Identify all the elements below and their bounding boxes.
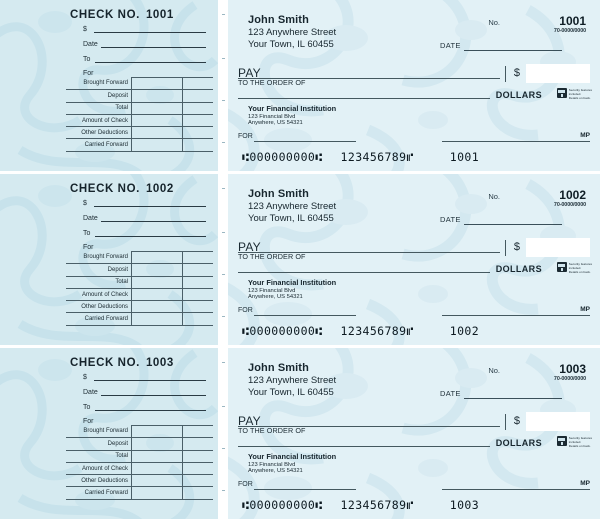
ledger-cents-cell[interactable]: [183, 114, 214, 126]
ledger-dollars-cell[interactable]: [132, 288, 183, 300]
security-badge-line3: Details on back.: [568, 270, 591, 275]
payer-block: [248, 14, 336, 50]
micr-account: 123456789: [340, 324, 407, 338]
table-row: [66, 487, 213, 499]
stub-to-line: [95, 236, 206, 237]
memo-input-line[interactable]: [254, 315, 356, 316]
lock-icon: [557, 88, 567, 98]
dollar-sign: $: [513, 241, 520, 253]
ledger-dollars-cell[interactable]: [132, 102, 183, 114]
dollar-sign: $: [513, 415, 520, 427]
ledger-dollars-cell[interactable]: [132, 127, 183, 139]
payer-name: John Smith: [248, 362, 309, 374]
ledger-cents-cell[interactable]: [183, 475, 214, 487]
bank-name: Your Financial Institution: [248, 452, 337, 461]
table-row: [66, 127, 213, 139]
ledger-label: Carried Forward: [66, 487, 132, 499]
stub-date-line: [101, 395, 206, 396]
micr-transit-close: ⑆: [315, 498, 323, 512]
security-badge-line2: included.: [568, 439, 582, 444]
micr-transit-open: ⑆: [242, 498, 250, 512]
security-features-badge: [557, 88, 592, 101]
ledger-label: Amount of Check: [66, 462, 132, 474]
ledger-dollars-cell[interactable]: [132, 139, 183, 151]
ledger-cents-cell[interactable]: [183, 487, 214, 499]
ledger-cents-cell[interactable]: [183, 264, 214, 276]
payer-address-line1: 123 Anywhere Street: [248, 375, 337, 386]
bank-address-line2: Anywhere, US 54321: [248, 294, 303, 300]
ledger-dollars-cell[interactable]: [132, 264, 183, 276]
table-row: [66, 438, 213, 450]
ledger-dollars-cell[interactable]: [132, 426, 183, 438]
ledger-cents-cell[interactable]: [183, 90, 214, 102]
pay-label: PAY: [238, 414, 261, 428]
to-the-order-of-label: TO THE ORDER OF: [238, 252, 306, 261]
check-unit: [0, 174, 600, 345]
ledger-dollars-cell[interactable]: [132, 450, 183, 462]
micr-check-number: 1003: [449, 498, 480, 512]
micr-transit-open: ⑆: [242, 150, 250, 164]
check-stub: [0, 348, 218, 519]
stub-title: CHECK NO. 1001: [70, 9, 174, 21]
payer-address-line1: 123 Anywhere Street: [248, 27, 337, 38]
fractional-routing-number: 70-0000/0000: [553, 28, 586, 34]
security-badge-line2: included.: [568, 91, 582, 96]
ledger-label: Total: [66, 450, 132, 462]
check-number: 1001: [559, 14, 586, 28]
stub-check-number: 1003: [145, 357, 174, 369]
stub-ledger-table: [66, 77, 213, 152]
micr-on-us: ⑈: [406, 498, 414, 512]
security-badge-line3: Details on back.: [568, 444, 591, 449]
memo-input-line[interactable]: [254, 489, 356, 490]
table-row: [66, 90, 213, 102]
pay-label: PAY: [238, 66, 261, 80]
lock-icon: [557, 436, 567, 446]
ledger-cents-cell[interactable]: [183, 462, 214, 474]
perforation-gutter: [218, 0, 228, 171]
security-badge-line3: Details on back.: [568, 96, 591, 101]
dollars-label: DOLLARS: [495, 438, 542, 448]
security-features-badge: [557, 262, 592, 275]
date-input-line[interactable]: [464, 224, 562, 225]
dollars-label: DOLLARS: [495, 264, 542, 274]
stub-to-line: [95, 62, 206, 63]
ledger-dollars-cell[interactable]: [132, 114, 183, 126]
bank-address-line2: Anywhere, US 54321: [248, 120, 303, 126]
ledger-dollars-cell[interactable]: [132, 301, 183, 313]
table-row: [66, 264, 213, 276]
stub-amount-label: $: [83, 26, 87, 33]
micr-line: [242, 324, 479, 338]
table-row: [66, 276, 213, 288]
date-label: DATE: [440, 41, 461, 50]
amount-numeric-box[interactable]: [526, 64, 590, 83]
ledger-label: Other Deductions: [66, 301, 132, 313]
ledger-label: Deposit: [66, 90, 132, 102]
ledger-label: Total: [66, 276, 132, 288]
stub-check-number: 1001: [145, 9, 174, 21]
micr-transit-open: ⑆: [242, 324, 250, 338]
ledger-cents-cell[interactable]: [183, 102, 214, 114]
dollar-sign: $: [513, 67, 520, 79]
perforation-gutter: [218, 348, 228, 519]
bank-name: Your Financial Institution: [248, 104, 337, 113]
date-label: DATE: [440, 215, 461, 224]
micr-on-us: ⑈: [406, 150, 414, 164]
amount-words-line[interactable]: [238, 98, 490, 99]
check-number: 1002: [559, 188, 586, 202]
stub-to-label: To: [83, 404, 91, 411]
table-row: [66, 313, 213, 325]
ledger-label: Amount of Check: [66, 288, 132, 300]
ledger-cents-cell[interactable]: [183, 127, 214, 139]
dollars-label: DOLLARS: [495, 90, 542, 100]
stub-to-line: [95, 410, 206, 411]
micr-transit-close: ⑆: [315, 324, 323, 338]
microprint-mark: MP: [580, 132, 590, 139]
stub-to-label: To: [83, 230, 91, 237]
bank-address-line1: 123 Financial Blvd: [248, 287, 296, 294]
micr-check-number: 1002: [449, 324, 480, 338]
payer-block: [248, 188, 336, 224]
lock-icon: [557, 262, 567, 272]
memo-label: FOR: [238, 481, 253, 488]
ledger-dollars-cell[interactable]: [132, 313, 183, 325]
stub-to-label: To: [83, 56, 91, 63]
amount-words-line[interactable]: [238, 446, 490, 447]
amount-words-line[interactable]: [238, 272, 490, 273]
memo-label: FOR: [238, 307, 253, 314]
stub-amount-label: $: [83, 200, 87, 207]
security-badge-line1: Security features: [568, 87, 592, 92]
micr-routing: 000000000: [249, 150, 316, 164]
check-face: [228, 174, 600, 345]
table-row: [66, 252, 213, 264]
table-row: [66, 102, 213, 114]
amount-numeric-box[interactable]: [526, 412, 590, 431]
check-face: [228, 348, 600, 519]
memo-input-line[interactable]: [254, 141, 356, 142]
security-features-badge: [557, 436, 592, 449]
payer-address-line2: Your Town, IL 60455: [248, 387, 334, 398]
stub-date-label: Date: [83, 215, 98, 222]
stub-date-label: Date: [83, 389, 98, 396]
stub-for-label: For: [83, 70, 94, 77]
pay-to-row: [228, 62, 600, 92]
amount-numeric-box[interactable]: [526, 238, 590, 257]
payer-address-line2: Your Town, IL 60455: [248, 39, 334, 50]
stub-for-label: For: [83, 244, 94, 251]
table-row: [66, 426, 213, 438]
check-unit: [0, 0, 600, 171]
ledger-label: Total: [66, 102, 132, 114]
ledger-dollars-cell[interactable]: [132, 78, 183, 90]
stub-title: CHECK NO. 1002: [70, 183, 174, 195]
microprint-mark: MP: [580, 306, 590, 313]
amount-divider: [505, 66, 506, 82]
pay-to-row: [228, 410, 600, 440]
stub-ledger-table: [66, 425, 213, 500]
check-stub: [0, 0, 218, 171]
fractional-routing-number: 70-0000/0000: [553, 202, 586, 208]
signature-line[interactable]: [442, 315, 590, 316]
ledger-cents-cell[interactable]: [183, 78, 214, 90]
pay-label: PAY: [238, 240, 261, 254]
stub-for-label: For: [83, 418, 94, 425]
perforation-gutter: [218, 174, 228, 345]
ledger-dollars-cell[interactable]: [132, 276, 183, 288]
check-number-label: No.: [488, 366, 500, 375]
check-number: 1003: [559, 362, 586, 376]
payer-address-line2: Your Town, IL 60455: [248, 213, 334, 224]
payer-name: John Smith: [248, 188, 309, 200]
stub-title: CHECK NO. 1003: [70, 357, 174, 369]
date-input-line[interactable]: [464, 398, 562, 399]
ledger-dollars-cell[interactable]: [132, 487, 183, 499]
check-number-label: No.: [488, 18, 500, 27]
payer-block: [248, 362, 336, 398]
ledger-cents-cell[interactable]: [183, 288, 214, 300]
date-label: DATE: [440, 389, 461, 398]
ledger-dollars-cell[interactable]: [132, 462, 183, 474]
check-number-label: No.: [488, 192, 500, 201]
table-row: [66, 475, 213, 487]
check-stub: [0, 174, 218, 345]
bank-name: Your Financial Institution: [248, 278, 337, 287]
date-input-line[interactable]: [464, 50, 562, 51]
ledger-label: Brought Forward: [66, 252, 132, 264]
micr-routing: 000000000: [249, 324, 316, 338]
ledger-label: Brought Forward: [66, 426, 132, 438]
ledger-label: Other Deductions: [66, 475, 132, 487]
ledger-cents-cell[interactable]: [183, 426, 214, 438]
ledger-cents-cell[interactable]: [183, 313, 214, 325]
payer-name: John Smith: [248, 14, 309, 26]
stub-ledger-table: [66, 251, 213, 326]
bank-block: [248, 104, 336, 126]
bank-block: [248, 278, 336, 300]
ledger-label: Brought Forward: [66, 78, 132, 90]
micr-account: 123456789: [340, 150, 407, 164]
ledger-label: Deposit: [66, 264, 132, 276]
table-row: [66, 78, 213, 90]
table-row: [66, 450, 213, 462]
ledger-dollars-cell[interactable]: [132, 90, 183, 102]
table-row: [66, 301, 213, 313]
signature-line[interactable]: [442, 489, 590, 490]
stub-date-label: Date: [83, 41, 98, 48]
ledger-label: Carried Forward: [66, 313, 132, 325]
micr-on-us: ⑈: [406, 324, 414, 338]
check-face: [228, 0, 600, 171]
table-row: [66, 114, 213, 126]
to-the-order-of-label: TO THE ORDER OF: [238, 78, 306, 87]
ledger-label: Deposit: [66, 438, 132, 450]
stub-check-number: 1002: [145, 183, 174, 195]
stub-amount-line: [94, 206, 206, 207]
ledger-dollars-cell[interactable]: [132, 438, 183, 450]
bank-address-line2: Anywhere, US 54321: [248, 468, 303, 474]
table-row: [66, 462, 213, 474]
micr-line: [242, 150, 479, 164]
bank-block: [248, 452, 336, 474]
stub-amount-line: [94, 380, 206, 381]
security-badge-line1: Security features: [568, 261, 592, 266]
table-row: [66, 139, 213, 151]
fractional-routing-number: 70-0000/0000: [553, 376, 586, 382]
security-badge-line2: included.: [568, 265, 582, 270]
ledger-dollars-cell[interactable]: [132, 475, 183, 487]
amount-divider: [505, 240, 506, 256]
ledger-dollars-cell[interactable]: [132, 252, 183, 264]
microprint-mark: MP: [580, 480, 590, 487]
ledger-label: Carried Forward: [66, 139, 132, 151]
payer-address-line1: 123 Anywhere Street: [248, 201, 337, 212]
micr-line: [242, 498, 479, 512]
stub-amount-line: [94, 32, 206, 33]
stub-date-line: [101, 221, 206, 222]
signature-line[interactable]: [442, 141, 590, 142]
table-row: [66, 288, 213, 300]
ledger-cents-cell[interactable]: [183, 139, 214, 151]
micr-account: 123456789: [340, 498, 407, 512]
ledger-cents-cell[interactable]: [183, 450, 214, 462]
micr-check-number: 1001: [449, 150, 480, 164]
bank-address-line1: 123 Financial Blvd: [248, 113, 296, 120]
ledger-cents-cell[interactable]: [183, 252, 214, 264]
ledger-label: Amount of Check: [66, 114, 132, 126]
stub-amount-label: $: [83, 374, 87, 381]
ledger-label: Other Deductions: [66, 127, 132, 139]
micr-transit-close: ⑆: [315, 150, 323, 164]
ledger-cents-cell[interactable]: [183, 276, 214, 288]
security-badge-line1: Security features: [568, 435, 592, 440]
ledger-cents-cell[interactable]: [183, 438, 214, 450]
micr-routing: 000000000: [249, 498, 316, 512]
amount-divider: [505, 414, 506, 430]
stub-date-line: [101, 47, 206, 48]
ledger-cents-cell[interactable]: [183, 301, 214, 313]
bank-address-line1: 123 Financial Blvd: [248, 461, 296, 468]
to-the-order-of-label: TO THE ORDER OF: [238, 426, 306, 435]
check-unit: [0, 348, 600, 519]
pay-to-row: [228, 236, 600, 266]
memo-label: FOR: [238, 133, 253, 140]
